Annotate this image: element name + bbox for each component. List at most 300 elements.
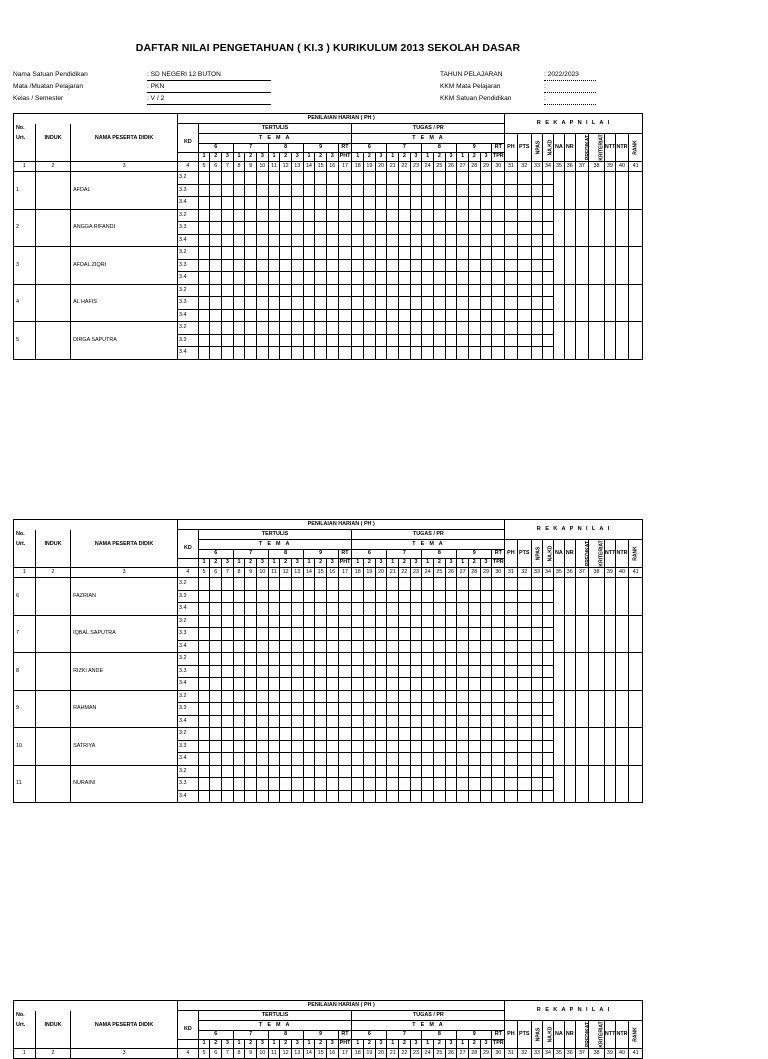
grade-cell[interactable] (589, 690, 605, 728)
grade-cell[interactable] (543, 678, 554, 691)
grade-cell[interactable] (410, 222, 422, 235)
grade-cell[interactable] (233, 322, 245, 335)
grade-cell[interactable] (434, 322, 446, 335)
grade-cell[interactable] (326, 184, 338, 197)
grade-cell[interactable] (457, 628, 469, 641)
grade-cell[interactable] (543, 184, 554, 197)
grade-cell[interactable] (210, 615, 222, 628)
grade-cell[interactable] (422, 715, 434, 728)
grade-cell[interactable] (387, 234, 399, 247)
grade-cell[interactable] (399, 653, 411, 666)
grade-cell[interactable] (233, 615, 245, 628)
grade-cell[interactable] (434, 628, 446, 641)
grade-cell[interactable] (468, 578, 480, 591)
grade-cell[interactable] (352, 665, 364, 678)
grade-cell[interactable] (505, 703, 517, 716)
grade-cell[interactable] (352, 284, 364, 297)
grade-cell[interactable] (375, 197, 387, 210)
grade-cell[interactable] (604, 209, 615, 247)
grade-cell[interactable] (210, 653, 222, 666)
grade-cell[interactable] (480, 297, 492, 310)
grade-cell[interactable] (198, 765, 210, 778)
grade-cell[interactable] (492, 234, 505, 247)
grade-cell[interactable] (245, 728, 257, 741)
grade-cell[interactable] (222, 728, 234, 741)
grade-cell[interactable] (210, 778, 222, 791)
grade-cell[interactable] (210, 322, 222, 335)
grade-cell[interactable] (564, 322, 575, 360)
grade-cell[interactable] (399, 272, 411, 285)
grade-cell[interactable] (410, 590, 422, 603)
grade-cell[interactable] (233, 753, 245, 766)
grade-cell[interactable] (198, 615, 210, 628)
grade-cell[interactable] (268, 284, 280, 297)
grade-cell[interactable] (434, 222, 446, 235)
grade-cell[interactable] (352, 703, 364, 716)
grade-cell[interactable] (604, 728, 615, 766)
grade-cell[interactable] (543, 615, 554, 628)
grade-cell[interactable] (326, 259, 338, 272)
grade-cell[interactable] (326, 272, 338, 285)
grade-cell[interactable] (615, 209, 628, 247)
grade-cell[interactable] (434, 640, 446, 653)
grade-cell[interactable] (210, 184, 222, 197)
grade-cell[interactable] (480, 778, 492, 791)
grade-cell[interactable] (457, 322, 469, 335)
grade-cell[interactable] (532, 753, 543, 766)
grade-cell[interactable] (517, 653, 532, 666)
grade-cell[interactable] (532, 197, 543, 210)
grade-cell[interactable] (604, 765, 615, 803)
grade-cell[interactable] (517, 765, 532, 778)
grade-cell[interactable] (375, 740, 387, 753)
grade-cell[interactable] (280, 309, 292, 322)
grade-cell[interactable] (492, 209, 505, 222)
grade-cell[interactable] (480, 690, 492, 703)
grade-cell[interactable] (517, 247, 532, 260)
grade-cell[interactable] (387, 690, 399, 703)
grade-cell[interactable] (338, 234, 352, 247)
grade-cell[interactable] (303, 615, 315, 628)
grade-cell[interactable] (422, 728, 434, 741)
grade-cell[interactable] (256, 322, 268, 335)
grade-cell[interactable] (352, 209, 364, 222)
grade-cell[interactable] (315, 272, 327, 285)
grade-cell[interactable] (375, 790, 387, 803)
grade-cell[interactable] (445, 272, 457, 285)
grade-cell[interactable] (517, 690, 532, 703)
grade-cell[interactable] (315, 247, 327, 260)
grade-cell[interactable] (233, 690, 245, 703)
grade-cell[interactable] (364, 197, 376, 210)
grade-cell[interactable] (492, 334, 505, 347)
grade-cell[interactable] (256, 715, 268, 728)
grade-cell[interactable] (505, 322, 517, 335)
grade-cell[interactable] (210, 715, 222, 728)
grade-cell[interactable] (268, 272, 280, 285)
grade-cell[interactable] (492, 590, 505, 603)
grade-cell[interactable] (543, 628, 554, 641)
grade-cell[interactable] (604, 578, 615, 616)
grade-cell[interactable] (245, 590, 257, 603)
grade-cell[interactable] (233, 284, 245, 297)
grade-cell[interactable] (422, 334, 434, 347)
grade-cell[interactable] (280, 640, 292, 653)
grade-cell[interactable] (210, 222, 222, 235)
grade-cell[interactable] (280, 259, 292, 272)
grade-cell[interactable] (364, 297, 376, 310)
grade-cell[interactable] (480, 653, 492, 666)
grade-cell[interactable] (315, 184, 327, 197)
grade-cell[interactable] (326, 197, 338, 210)
grade-cell[interactable] (291, 640, 303, 653)
grade-cell[interactable] (387, 790, 399, 803)
grade-cell[interactable] (575, 690, 588, 728)
grade-cell[interactable] (375, 653, 387, 666)
grade-cell[interactable] (457, 334, 469, 347)
grade-cell[interactable] (338, 590, 352, 603)
grade-cell[interactable] (387, 678, 399, 691)
grade-cell[interactable] (315, 590, 327, 603)
grade-cell[interactable] (303, 628, 315, 641)
grade-cell[interactable] (505, 297, 517, 310)
grade-cell[interactable] (210, 578, 222, 591)
grade-cell[interactable] (445, 297, 457, 310)
grade-cell[interactable] (604, 247, 615, 285)
grade-cell[interactable] (505, 653, 517, 666)
grade-cell[interactable] (352, 790, 364, 803)
grade-cell[interactable] (434, 603, 446, 616)
grade-cell[interactable] (422, 590, 434, 603)
grade-cell[interactable] (517, 590, 532, 603)
grade-cell[interactable] (468, 322, 480, 335)
grade-cell[interactable] (468, 790, 480, 803)
grade-cell[interactable] (422, 790, 434, 803)
grade-cell[interactable] (517, 753, 532, 766)
grade-cell[interactable] (210, 247, 222, 260)
grade-cell[interactable] (543, 578, 554, 591)
grade-cell[interactable] (517, 259, 532, 272)
grade-cell[interactable] (222, 322, 234, 335)
grade-cell[interactable] (480, 715, 492, 728)
grade-cell[interactable] (399, 728, 411, 741)
grade-cell[interactable] (280, 184, 292, 197)
grade-cell[interactable] (505, 665, 517, 678)
grade-cell[interactable] (434, 334, 446, 347)
grade-cell[interactable] (303, 765, 315, 778)
grade-cell[interactable] (553, 615, 564, 653)
grade-cell[interactable] (553, 247, 564, 285)
grade-cell[interactable] (303, 590, 315, 603)
grade-cell[interactable] (387, 297, 399, 310)
grade-cell[interactable] (468, 728, 480, 741)
grade-cell[interactable] (457, 653, 469, 666)
grade-cell[interactable] (492, 259, 505, 272)
grade-cell[interactable] (210, 334, 222, 347)
grade-cell[interactable] (505, 334, 517, 347)
grade-cell[interactable] (315, 197, 327, 210)
grade-cell[interactable] (326, 222, 338, 235)
grade-cell[interactable] (434, 578, 446, 591)
grade-cell[interactable] (338, 247, 352, 260)
grade-cell[interactable] (364, 790, 376, 803)
grade-cell[interactable] (198, 603, 210, 616)
grade-cell[interactable] (422, 653, 434, 666)
grade-cell[interactable] (604, 690, 615, 728)
grade-cell[interactable] (375, 247, 387, 260)
grade-cell[interactable] (210, 740, 222, 753)
grade-cell[interactable] (326, 209, 338, 222)
grade-cell[interactable] (457, 172, 469, 185)
grade-cell[interactable] (338, 790, 352, 803)
grade-cell[interactable] (198, 347, 210, 360)
grade-cell[interactable] (375, 347, 387, 360)
grade-cell[interactable] (198, 653, 210, 666)
grade-cell[interactable] (480, 615, 492, 628)
grade-cell[interactable] (399, 753, 411, 766)
grade-cell[interactable] (268, 334, 280, 347)
grade-cell[interactable] (233, 234, 245, 247)
grade-cell[interactable] (434, 678, 446, 691)
grade-cell[interactable] (338, 615, 352, 628)
grade-cell[interactable] (256, 765, 268, 778)
grade-cell[interactable] (532, 284, 543, 297)
grade-cell[interactable] (422, 640, 434, 653)
grade-cell[interactable] (291, 753, 303, 766)
grade-cell[interactable] (245, 284, 257, 297)
grade-cell[interactable] (492, 790, 505, 803)
grade-cell[interactable] (222, 259, 234, 272)
grade-cell[interactable] (280, 234, 292, 247)
grade-cell[interactable] (364, 603, 376, 616)
grade-cell[interactable] (245, 615, 257, 628)
grade-cell[interactable] (222, 778, 234, 791)
grade-cell[interactable] (399, 309, 411, 322)
grade-cell[interactable] (532, 247, 543, 260)
grade-cell[interactable] (399, 665, 411, 678)
grade-cell[interactable] (303, 209, 315, 222)
grade-cell[interactable] (245, 222, 257, 235)
grade-cell[interactable] (505, 640, 517, 653)
grade-cell[interactable] (410, 603, 422, 616)
grade-cell[interactable] (532, 703, 543, 716)
grade-cell[interactable] (468, 259, 480, 272)
grade-cell[interactable] (364, 234, 376, 247)
grade-cell[interactable] (326, 778, 338, 791)
grade-cell[interactable] (364, 184, 376, 197)
grade-cell[interactable] (245, 678, 257, 691)
grade-cell[interactable] (422, 222, 434, 235)
grade-cell[interactable] (210, 284, 222, 297)
grade-cell[interactable] (280, 578, 292, 591)
grade-cell[interactable] (303, 272, 315, 285)
grade-cell[interactable] (222, 578, 234, 591)
grade-cell[interactable] (256, 184, 268, 197)
grade-cell[interactable] (198, 740, 210, 753)
grade-cell[interactable] (434, 259, 446, 272)
grade-cell[interactable] (280, 628, 292, 641)
grade-cell[interactable] (268, 678, 280, 691)
grade-cell[interactable] (434, 209, 446, 222)
grade-cell[interactable] (291, 615, 303, 628)
grade-cell[interactable] (198, 753, 210, 766)
grade-cell[interactable] (445, 284, 457, 297)
grade-cell[interactable] (222, 222, 234, 235)
grade-cell[interactable] (303, 753, 315, 766)
grade-cell[interactable] (375, 715, 387, 728)
grade-cell[interactable] (575, 615, 588, 653)
grade-cell[interactable] (517, 740, 532, 753)
grade-cell[interactable] (375, 309, 387, 322)
grade-cell[interactable] (422, 578, 434, 591)
grade-cell[interactable] (387, 740, 399, 753)
grade-cell[interactable] (589, 615, 605, 653)
grade-cell[interactable] (338, 209, 352, 222)
grade-cell[interactable] (532, 297, 543, 310)
grade-cell[interactable] (604, 322, 615, 360)
grade-cell[interactable] (505, 272, 517, 285)
grade-cell[interactable] (517, 222, 532, 235)
grade-cell[interactable] (245, 172, 257, 185)
grade-cell[interactable] (326, 703, 338, 716)
grade-cell[interactable] (445, 628, 457, 641)
grade-cell[interactable] (445, 703, 457, 716)
grade-cell[interactable] (245, 334, 257, 347)
grade-cell[interactable] (338, 184, 352, 197)
grade-cell[interactable] (364, 590, 376, 603)
grade-cell[interactable] (422, 247, 434, 260)
grade-cell[interactable] (268, 209, 280, 222)
grade-cell[interactable] (410, 578, 422, 591)
grade-cell[interactable] (457, 297, 469, 310)
grade-cell[interactable] (256, 234, 268, 247)
grade-cell[interactable] (387, 703, 399, 716)
grade-cell[interactable] (233, 209, 245, 222)
grade-cell[interactable] (256, 678, 268, 691)
grade-cell[interactable] (198, 728, 210, 741)
grade-cell[interactable] (375, 703, 387, 716)
grade-cell[interactable] (543, 172, 554, 185)
grade-cell[interactable] (434, 778, 446, 791)
grade-cell[interactable] (222, 665, 234, 678)
grade-cell[interactable] (532, 590, 543, 603)
grade-cell[interactable] (326, 765, 338, 778)
grade-cell[interactable] (222, 347, 234, 360)
grade-cell[interactable] (268, 603, 280, 616)
grade-cell[interactable] (629, 653, 643, 691)
grade-cell[interactable] (352, 322, 364, 335)
grade-cell[interactable] (457, 272, 469, 285)
grade-cell[interactable] (410, 703, 422, 716)
grade-cell[interactable] (291, 197, 303, 210)
grade-cell[interactable] (364, 678, 376, 691)
grade-cell[interactable] (233, 640, 245, 653)
grade-cell[interactable] (375, 640, 387, 653)
grade-cell[interactable] (468, 653, 480, 666)
grade-cell[interactable] (457, 753, 469, 766)
grade-cell[interactable] (387, 309, 399, 322)
grade-cell[interactable] (480, 678, 492, 691)
grade-cell[interactable] (457, 197, 469, 210)
grade-cell[interactable] (198, 778, 210, 791)
grade-cell[interactable] (399, 297, 411, 310)
grade-cell[interactable] (315, 603, 327, 616)
grade-cell[interactable] (492, 347, 505, 360)
grade-cell[interactable] (480, 790, 492, 803)
grade-cell[interactable] (387, 590, 399, 603)
grade-cell[interactable] (291, 678, 303, 691)
grade-cell[interactable] (338, 665, 352, 678)
grade-cell[interactable] (543, 653, 554, 666)
grade-cell[interactable] (338, 578, 352, 591)
grade-cell[interactable] (564, 284, 575, 322)
grade-cell[interactable] (387, 284, 399, 297)
grade-cell[interactable] (517, 272, 532, 285)
grade-cell[interactable] (492, 690, 505, 703)
grade-cell[interactable] (291, 578, 303, 591)
grade-cell[interactable] (505, 753, 517, 766)
grade-cell[interactable] (410, 790, 422, 803)
grade-cell[interactable] (338, 297, 352, 310)
grade-cell[interactable] (326, 690, 338, 703)
grade-cell[interactable] (480, 184, 492, 197)
grade-cell[interactable] (468, 247, 480, 260)
grade-cell[interactable] (422, 297, 434, 310)
grade-cell[interactable] (364, 628, 376, 641)
grade-cell[interactable] (445, 247, 457, 260)
grade-cell[interactable] (399, 615, 411, 628)
grade-cell[interactable] (532, 578, 543, 591)
grade-cell[interactable] (387, 334, 399, 347)
grade-cell[interactable] (468, 272, 480, 285)
grade-cell[interactable] (233, 790, 245, 803)
grade-cell[interactable] (268, 640, 280, 653)
grade-cell[interactable] (210, 259, 222, 272)
grade-cell[interactable] (564, 247, 575, 285)
grade-cell[interactable] (268, 690, 280, 703)
grade-cell[interactable] (480, 347, 492, 360)
grade-cell[interactable] (434, 590, 446, 603)
grade-cell[interactable] (280, 715, 292, 728)
grade-cell[interactable] (492, 728, 505, 741)
grade-cell[interactable] (532, 678, 543, 691)
grade-cell[interactable] (245, 640, 257, 653)
grade-cell[interactable] (492, 247, 505, 260)
grade-cell[interactable] (532, 184, 543, 197)
grade-cell[interactable] (543, 690, 554, 703)
grade-cell[interactable] (280, 753, 292, 766)
grade-cell[interactable] (399, 740, 411, 753)
grade-cell[interactable] (399, 209, 411, 222)
grade-cell[interactable] (326, 284, 338, 297)
grade-cell[interactable] (326, 334, 338, 347)
grade-cell[interactable] (399, 334, 411, 347)
grade-cell[interactable] (245, 653, 257, 666)
grade-cell[interactable] (629, 172, 643, 210)
grade-cell[interactable] (364, 765, 376, 778)
grade-cell[interactable] (532, 765, 543, 778)
grade-cell[interactable] (553, 728, 564, 766)
grade-cell[interactable] (303, 297, 315, 310)
grade-cell[interactable] (517, 184, 532, 197)
grade-cell[interactable] (198, 590, 210, 603)
grade-cell[interactable] (315, 665, 327, 678)
grade-cell[interactable] (410, 234, 422, 247)
grade-cell[interactable] (399, 640, 411, 653)
grade-cell[interactable] (326, 628, 338, 641)
grade-cell[interactable] (303, 690, 315, 703)
grade-cell[interactable] (364, 728, 376, 741)
